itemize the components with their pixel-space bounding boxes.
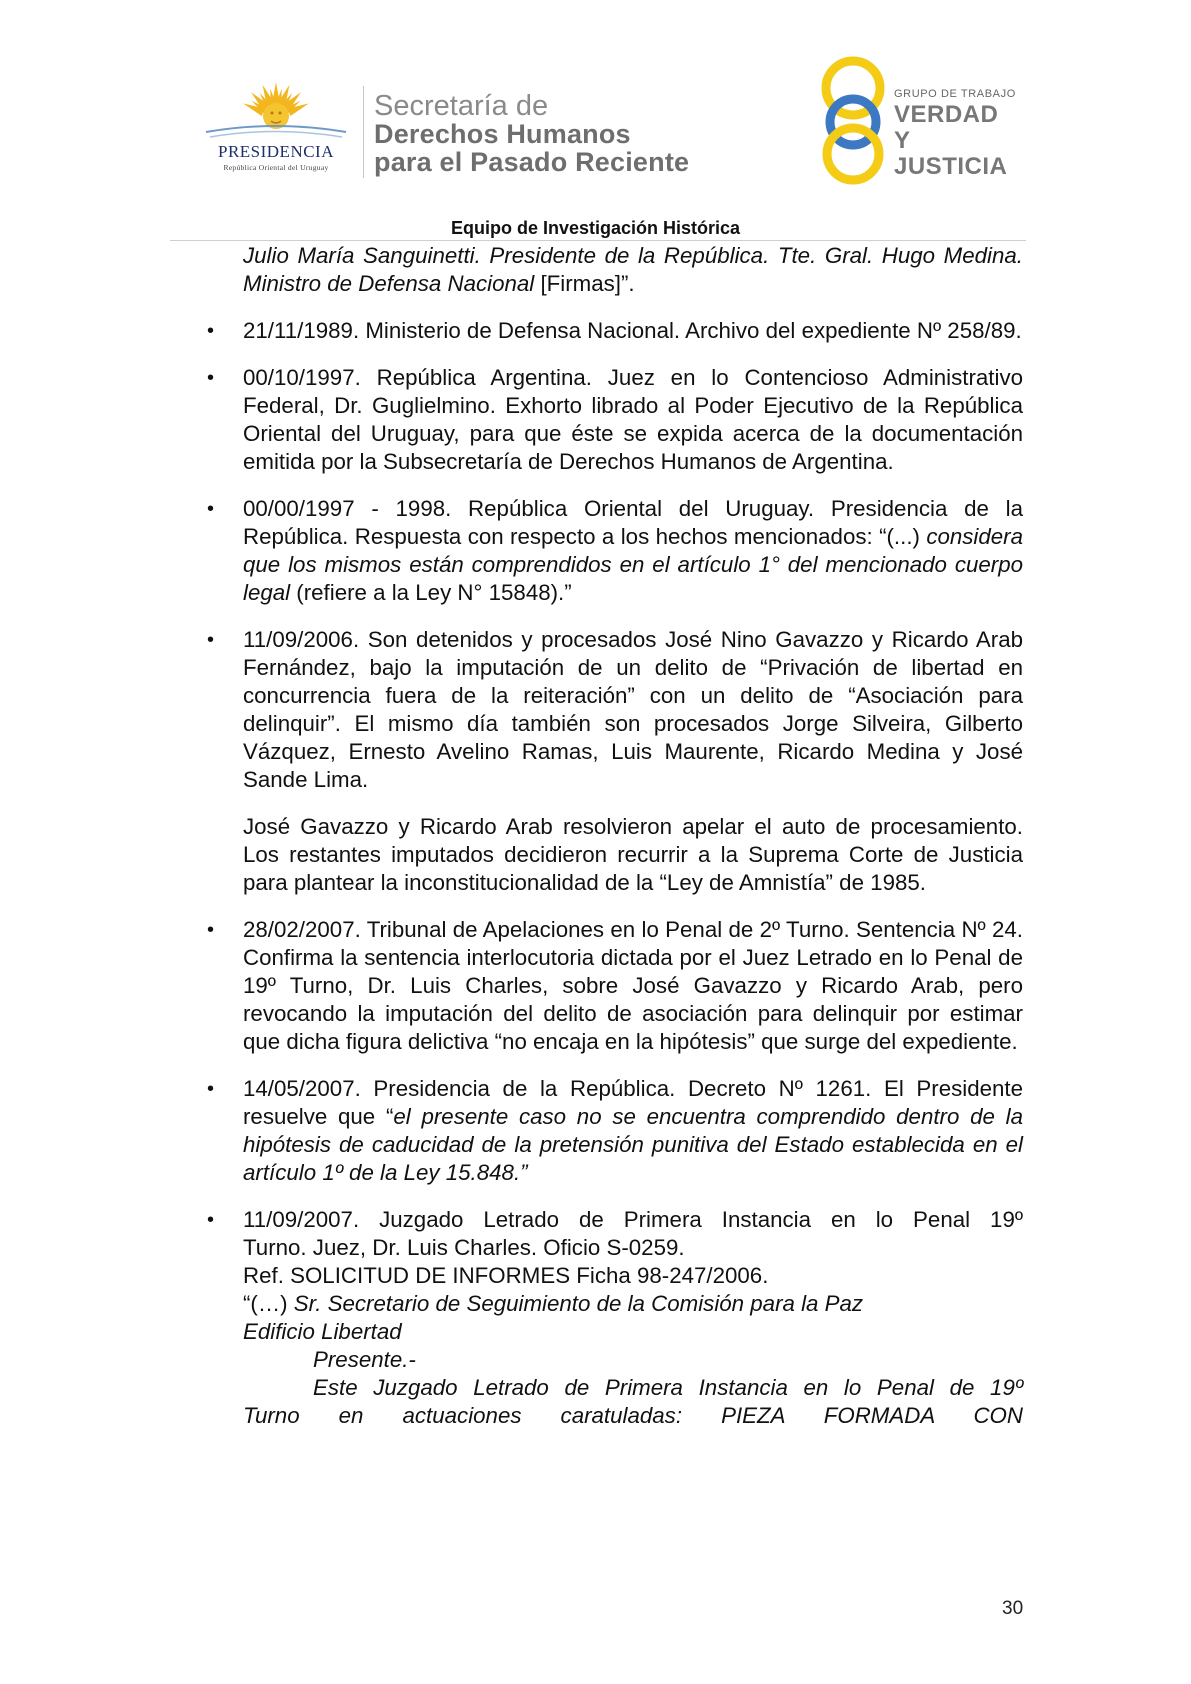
document-body xyxy=(207,242,1023,1430)
secretaria-line1: Secretaría de xyxy=(374,90,549,122)
list-item xyxy=(207,1206,1023,1430)
item7-line7 xyxy=(243,1374,1023,1402)
item-text: 00/10/1997. República Argentina. Juez en lo Contencioso Administrativo Federal, Dr. Guglielmino. Exhorto librado al Poder Ejecutivo de la República Oriental del Uruguay, para que éste se expida acerca de la documentación emitida por la Subsecretaría de Derechos Humanos de Argentina. xyxy=(243,365,1023,474)
item7-line5 xyxy=(243,1318,1023,1346)
item-text: 11/09/2006. Son detenidos y procesados José Nino Gavazzo y Ricardo Arab Fernández, bajo la imputación de un delito de “Privación de libertad en concurrencia fuera de la reiteración” con un delito de “Asociación para delinquir”. El mismo día también son procesados Jorge Silveira, Gilberto Vázquez, Ernesto Avelino Ramas, Luis Maurente, Ricardo Medina y José Sande Lima. xyxy=(243,627,1023,792)
bullet-icon: • xyxy=(207,367,215,389)
secretaria-title xyxy=(374,92,689,176)
intro-tail: [Firmas]”. xyxy=(534,271,635,296)
header-divider xyxy=(363,86,364,178)
secretaria-line3: para el Pasado Reciente xyxy=(374,147,690,177)
bullet-icon: • xyxy=(207,1209,215,1231)
item-text xyxy=(243,495,1023,607)
item7-line1: 11/09/2007. Juzgado Letrado de Primera Instancia en lo Penal 19º xyxy=(243,1207,1023,1232)
item7-line2: Turno. Juez, Dr. Luis Charles. Oficio S-0259. xyxy=(243,1235,685,1260)
presidencia-sublabel: República Oriental del Uruguay xyxy=(223,163,329,172)
item6-a: 14/05/2007. Presidencia de la República. Decreto Nº 1261. El Presidente resuelve que “ xyxy=(243,1076,1023,1129)
item7-line7-text: Este Juzgado Letrado de Primera Instancia en lo Penal de 19º xyxy=(313,1375,1023,1400)
grupo-line1: VERDAD Y xyxy=(894,101,999,154)
item7-line6-text: Presente.- xyxy=(313,1347,416,1372)
presidencia-logo xyxy=(196,80,356,180)
intro-italic: Julio María Sanguinetti. Presidente de la República. Tte. Gral. Hugo Medina. Ministro de Defensa Nacional xyxy=(243,243,1023,296)
intro-paragraph xyxy=(243,242,1023,298)
item-text: 28/02/2007. Tribunal de Apelaciones en lo Penal de 2º Turno. Sentencia Nº 24. Confirma la sentencia interlocutoria dictada por el Juez Letrado en lo Penal de 19º Turno, Dr. Luis Charles, sobre José Gavazzo y Ricardo Arab, pero revocando la imputación del delito de asociación para delinquir por estimar que dicha figura delictiva “no encaja en la hipótesis” que surge del expediente. xyxy=(243,917,1023,1054)
item6-b: el presente caso no se encuentra comprendido dentro de la hipótesis de caducidad de la pretensión punitiva del Estado establecida en el artículo 1º de la Ley 15.848.” xyxy=(243,1104,1023,1185)
item-text xyxy=(243,1075,1023,1187)
list-item xyxy=(207,626,1023,897)
item7-line4-b: Sr. Secretario de Seguimiento de la Comisión para la Paz xyxy=(293,1291,864,1316)
linked-rings-icon xyxy=(818,56,898,186)
item7-line4 xyxy=(243,1290,1023,1318)
item-text-continued: José Gavazzo y Ricardo Arab resolvieron apelar el auto de procesamiento. Los restantes imputados decidieron recurrir a la Suprema Corte de Justicia para plantear la inconstitucionalidad de la “Ley de Amnistía” de 1985. xyxy=(243,814,1023,895)
grupo-big-label xyxy=(894,102,1018,180)
item3-b: considera que los mismos están comprendidos en el artículo 1° del mencionado cuerpo legal xyxy=(243,524,1023,605)
team-heading: Equipo de Investigación Histórica xyxy=(450,218,741,238)
item7-line6 xyxy=(243,1346,1023,1374)
bullet-icon: • xyxy=(207,320,215,342)
grupo-line2: JUSTICIA xyxy=(894,153,1008,180)
item7-line8 xyxy=(243,1402,1023,1430)
bullet-icon: • xyxy=(207,498,215,520)
page-number: 30 xyxy=(1002,1598,1024,1619)
item7-line3: Ref. SOLICITUD DE INFORMES Ficha 98-247/2006. xyxy=(243,1263,769,1288)
item7-line5-text: Edificio Libertad xyxy=(243,1319,402,1344)
list-item xyxy=(207,364,1023,476)
bullet-icon: • xyxy=(207,1078,215,1100)
secretaria-line2: Derechos Humanos xyxy=(374,119,631,149)
bullet-icon: • xyxy=(207,919,215,941)
item7-line8-text: Turno en actuaciones caratuladas: PIEZA FORMADA CON xyxy=(243,1403,1023,1428)
item3-c: (refiere a la Ley N° 15848).” xyxy=(290,580,572,605)
verdad-justicia-logo xyxy=(818,56,1018,186)
list-item xyxy=(207,916,1023,1056)
list-item xyxy=(207,317,1023,345)
item-text: 21/11/1989. Ministerio de Defensa Nacional. Archivo del expediente Nº 258/89. xyxy=(243,318,1022,343)
list-item xyxy=(207,495,1023,607)
bullet-icon: • xyxy=(207,629,215,651)
item3-a: 00/00/1997 - 1998. República Oriental del Uruguay. Presidencia de la República. Respuesta con respecto a los hechos mencionados: “(...) xyxy=(243,496,1023,549)
item7-line4-a: “(…) xyxy=(243,1291,294,1316)
grupo-small-label: GRUPO DE TRABAJO xyxy=(894,88,1016,100)
sun-emblem-icon xyxy=(196,80,356,150)
presidencia-label: PRESIDENCIA xyxy=(217,142,334,161)
list-item xyxy=(207,1075,1023,1187)
header-rule xyxy=(170,240,1026,241)
